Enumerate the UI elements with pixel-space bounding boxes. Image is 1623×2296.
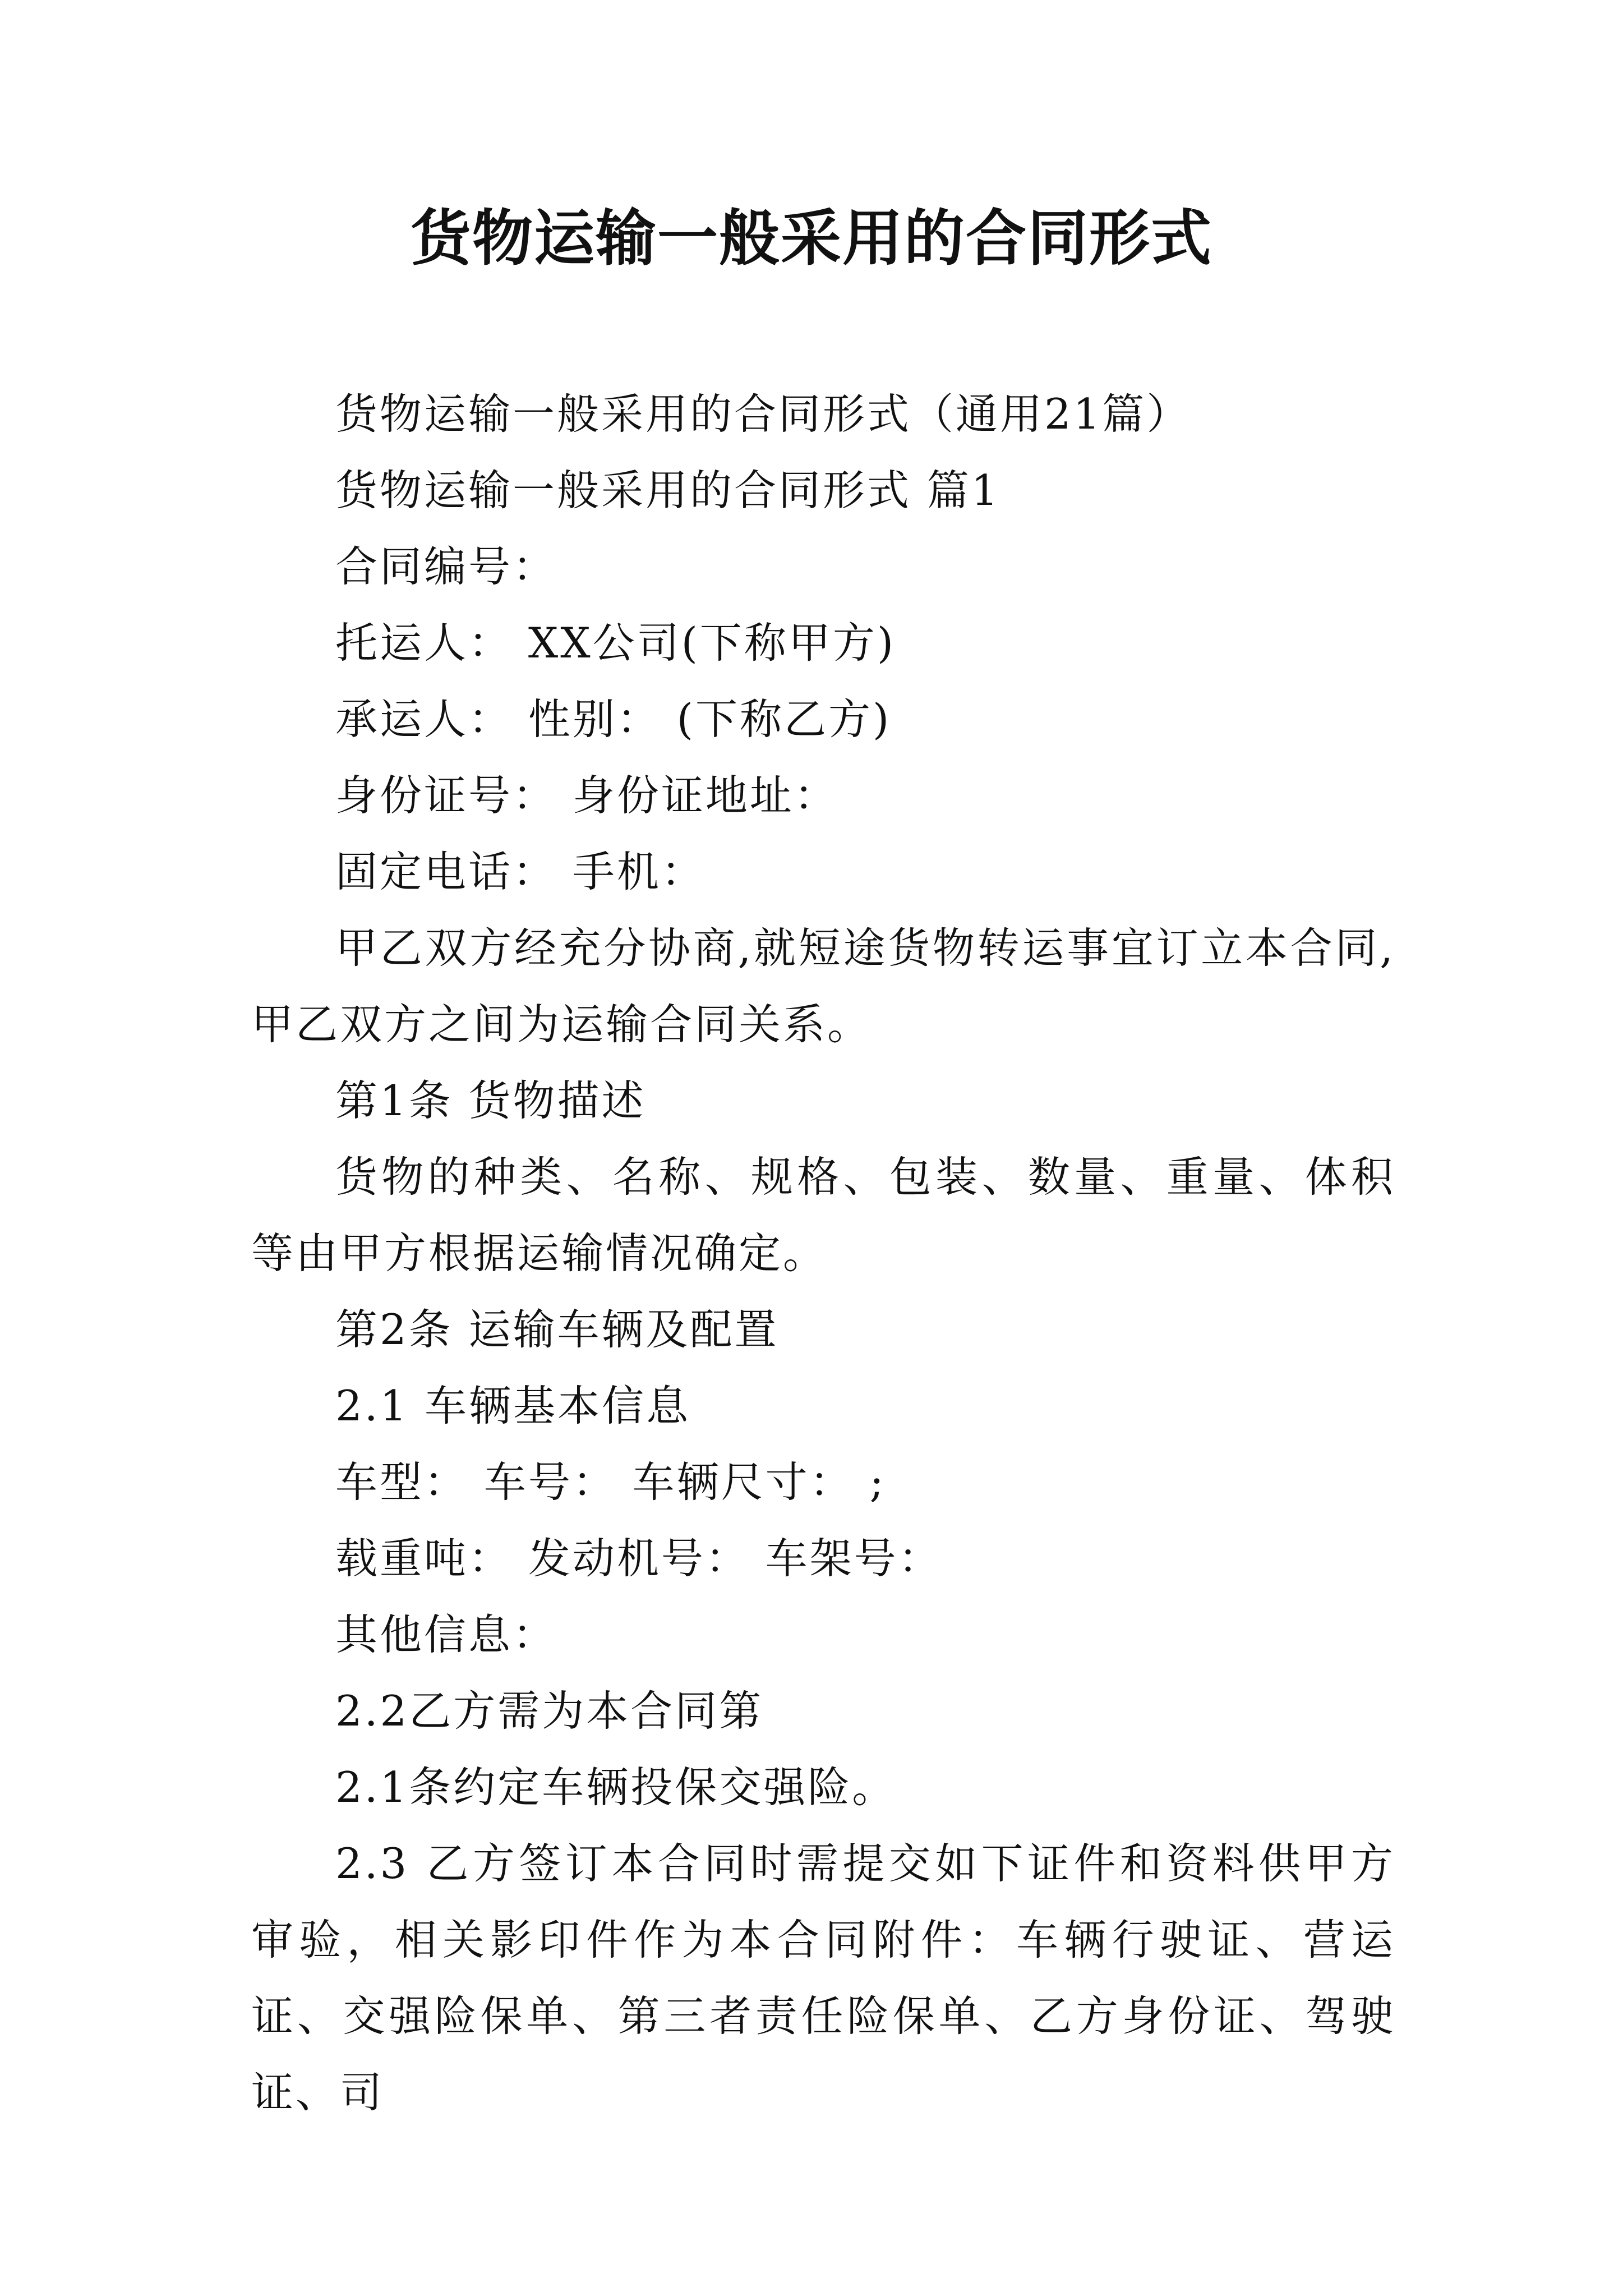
- paragraph-vehicle-info-heading: 2.1 车辆基本信息: [335, 1381, 691, 1430]
- paragraph-contract-number: 合同编号：: [335, 542, 557, 591]
- paragraph-article-2: 第2条 运输车辆及配置: [335, 1305, 779, 1354]
- paragraph-subtitle: 货物运输一般采用的合同形式（通用21篇）: [335, 389, 1191, 439]
- paragraph-clause-2-1-insurance: 2.1条约定车辆投保交强险。: [335, 1763, 897, 1812]
- paragraph-carrier: 承运人： 性别： (下称乙方): [335, 694, 892, 744]
- document-title: 货物运输一般采用的合同形式: [410, 203, 1212, 274]
- document-body: [251, 376, 1395, 2131]
- paragraph-vehicle-type: 车型： 车号： 车辆尺寸： ;: [335, 1457, 886, 1507]
- paragraph-clause-2-2: 2.2乙方需为本合同第: [335, 1686, 764, 1736]
- paragraph-id-number: 身份证号： 身份证地址：: [335, 771, 838, 820]
- paragraph-clause-2-3: 2.3 乙方签订本合同时需提交如下证件和资料供甲方审验，相关影印件作为本合同附件：车辆行驶证、营运证、交强险保单、第三者责任险保单、乙方身份证、驾驶证、司: [251, 1839, 1395, 2117]
- paragraph-other-info: 其他信息：: [335, 1610, 557, 1659]
- paragraph-goods-description: 货物的种类、名称、规格、包装、数量、重量、体积等由甲方根据运输情况确定。: [251, 1152, 1395, 1278]
- paragraph-shipper: 托运人： XX公司(下称甲方): [335, 618, 896, 668]
- paragraph-phone: 固定电话： 手机：: [335, 847, 706, 896]
- paragraph-section-heading: 货物运输一般采用的合同形式 篇1: [335, 466, 1000, 515]
- paragraph-agreement: 甲乙双方经充分协商,就短途货物转运事宜订立本合同,甲乙双方之间为运输合同关系。: [251, 923, 1395, 1049]
- paragraph-article-1: 第1条 货物描述: [335, 1076, 646, 1125]
- paragraph-vehicle-load: 载重吨： 发动机号： 车架号：: [335, 1534, 943, 1583]
